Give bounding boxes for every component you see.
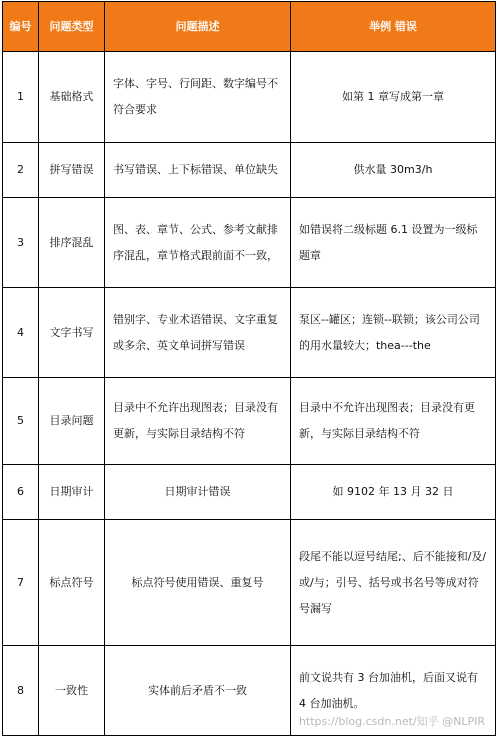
table-row <box>3 143 496 198</box>
header-description: 问题描述 <box>105 2 291 52</box>
cell-description: 字体、字号、行间距、数字编号不符合要求 <box>105 52 291 143</box>
cell-example: 段尾不能以逗号结尾;、后不能接和/及/或/与；引号、括号或书名号等成对符号漏写 <box>291 520 496 646</box>
cell-type: 日期审计 <box>39 465 105 520</box>
cell-description: 错别字、专业术语错误、文字重复或多余、英文单词拼写错误 <box>105 288 291 378</box>
cell-example: 如第 1 章写成第一章 <box>291 52 496 143</box>
cell-description: 图、表、章节、公式、参考文献排序混乱，章节格式跟前面不一致， <box>105 198 291 288</box>
cell-type: 排序混乱 <box>39 198 105 288</box>
table-row <box>3 288 496 378</box>
cell-number: 7 <box>3 520 39 646</box>
cell-type: 一致性 <box>39 646 105 736</box>
cell-number: 5 <box>3 378 39 465</box>
table-header-row <box>3 2 496 52</box>
cell-example: 如错误将二级标题 6.1 设置为一级标题章 <box>291 198 496 288</box>
table-row <box>3 378 496 465</box>
table-row <box>3 465 496 520</box>
cell-description: 日期审计错误 <box>105 465 291 520</box>
cell-number: 1 <box>3 52 39 143</box>
header-example: 举例 错误 <box>291 2 496 52</box>
cell-type: 基础格式 <box>39 52 105 143</box>
cell-number: 4 <box>3 288 39 378</box>
cell-type: 拼写错误 <box>39 143 105 198</box>
error-types-table <box>2 1 496 736</box>
cell-description: 书写错误、上下标错误、单位缺失 <box>105 143 291 198</box>
cell-type: 标点符号 <box>39 520 105 646</box>
cell-number: 6 <box>3 465 39 520</box>
cell-type: 文字书写 <box>39 288 105 378</box>
cell-description: 实体前后矛盾不一致 <box>105 646 291 736</box>
cell-example: 泵区--罐区；连锁--联锁；该公司公司的用水量较大；thea---the <box>291 288 496 378</box>
cell-number: 3 <box>3 198 39 288</box>
cell-description: 目录中不允许出现图表；目录没有更新，与实际目录结构不符 <box>105 378 291 465</box>
header-type: 问题类型 <box>39 2 105 52</box>
table-row <box>3 52 496 143</box>
cell-number: 2 <box>3 143 39 198</box>
cell-example: 目录中不允许出现图表；目录没有更新，与实际目录结构不符 <box>291 378 496 465</box>
header-number: 编号 <box>3 2 39 52</box>
table-row <box>3 520 496 646</box>
cell-type: 目录问题 <box>39 378 105 465</box>
table-row <box>3 198 496 288</box>
watermark: https://blog.csdn.net/知乎 @NLPIR <box>298 715 485 728</box>
cell-example: 如 9102 年 13 月 32 日 <box>291 465 496 520</box>
cell-number: 8 <box>3 646 39 736</box>
cell-example: 前文说共有 3 台加油机，后面又说有 4 台加油机。 <box>291 646 496 736</box>
cell-example: 供水量 30m3/h <box>291 143 496 198</box>
cell-description: 标点符号使用错误、重复号 <box>105 520 291 646</box>
